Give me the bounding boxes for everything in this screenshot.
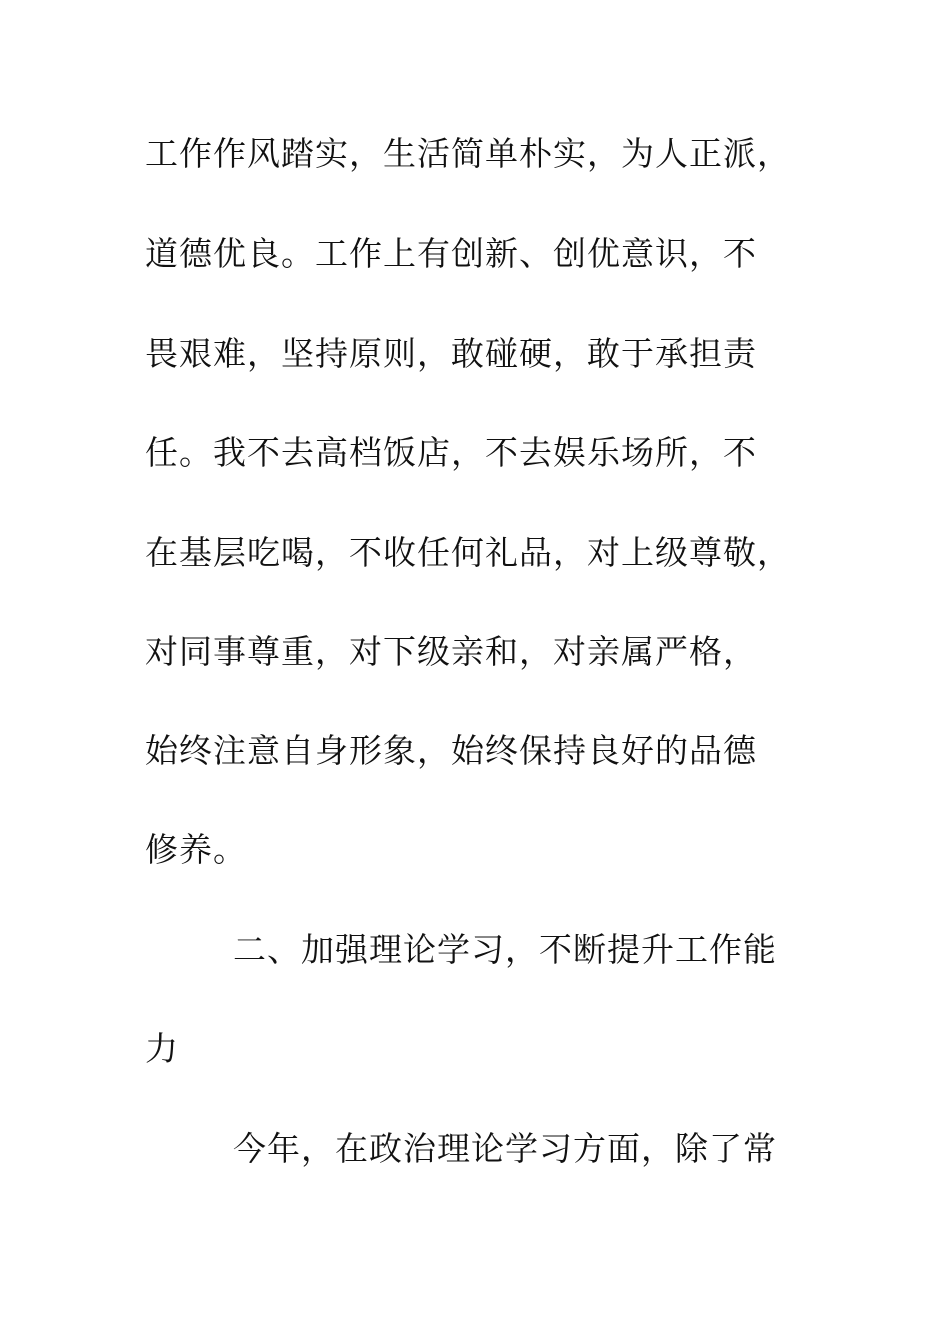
text-line: 畏艰难，坚持原则，敢碰硬，敢于承担责 xyxy=(145,334,757,373)
text-line: 在基层吃喝，不收任何礼品，对上级尊敬， xyxy=(145,533,791,572)
text-line: 道德优良。工作上有创新、创优意识，不 xyxy=(145,234,757,273)
text-line: 修养。 xyxy=(145,830,247,869)
section-heading-continuation: 力 xyxy=(145,1029,179,1068)
text-line: 对同事尊重，对下级亲和，对亲属严格， xyxy=(145,632,757,671)
paragraph-start: 今年，在政治理论学习方面，除了常 xyxy=(233,1129,777,1168)
section-heading: 二、加强理论学习，不断提升工作能 xyxy=(233,930,777,969)
text-line: 任。我不去高档饭店，不去娱乐场所，不 xyxy=(145,433,757,472)
text-line: 始终注意自身形象，始终保持良好的品德 xyxy=(145,731,757,770)
text-line: 工作作风踏实，生活简单朴实，为人正派， xyxy=(145,134,791,173)
